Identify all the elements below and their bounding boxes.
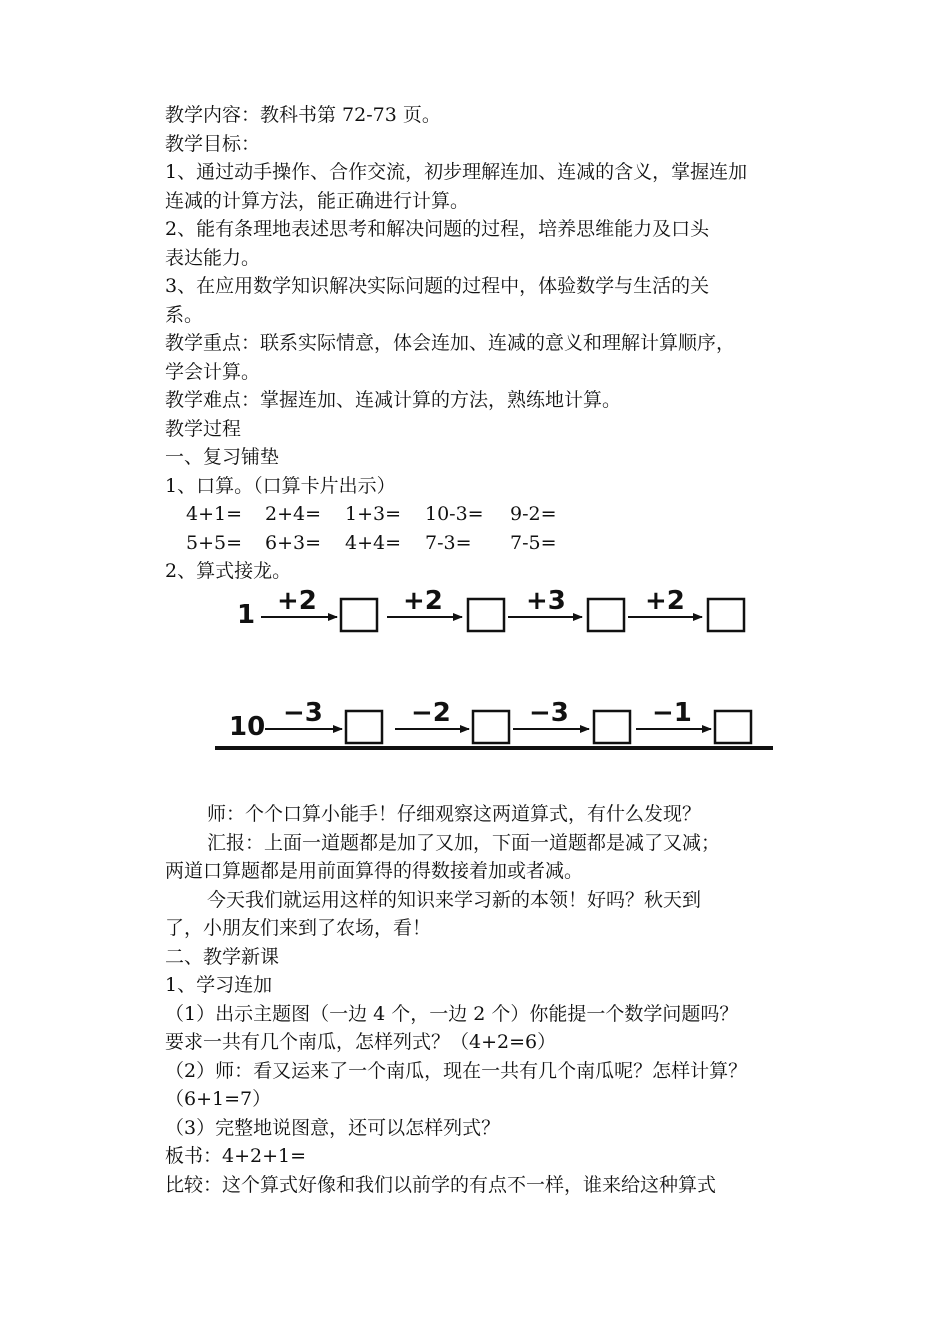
intro-line-a: 今天我们就运用这样的知识来学习新的本领！好吗？秋天到: [207, 888, 702, 911]
step-3-line: （3）完整地说图意，还可以怎样列式？: [165, 1116, 501, 1139]
oral-calc-heading: 1、口算。（口算卡片出示）: [165, 474, 396, 497]
report-line-b: 两道口算题都是用前面算得的得数接着加或者减。: [165, 860, 584, 882]
process-heading: 教学过程: [165, 417, 242, 440]
chain-operation: −2: [411, 698, 451, 728]
oral-calc-item: 1+3=: [345, 503, 402, 525]
oral-calc-item: 6+3=: [265, 531, 322, 554]
objectives-heading: 教学目标：: [165, 132, 261, 155]
step-2-line-b: （6+1=7）: [165, 1088, 272, 1110]
chain-operation: −1: [652, 698, 692, 728]
comparison-line: 比较：这个算式好像和我们以前学的有点不一样，谁来给这种算式: [165, 1173, 717, 1196]
figure-underline: [215, 746, 773, 750]
difficulty-line: 教学难点：掌握连加、连减计算的方法，熟练地计算。: [165, 389, 622, 411]
oral-calc-row-2: [165, 529, 805, 558]
subsection-heading: 1、学习连加: [165, 974, 273, 996]
section-2-heading: 二、教学新课: [165, 945, 280, 968]
intro-line-b: 了，小朋友们来到了农场，看！: [165, 917, 432, 939]
chain-operation: +2: [277, 586, 317, 616]
key-point-line-a: 教学重点：联系实际情意，体会连加、连减的意义和理解计算顺序，: [165, 332, 736, 354]
oral-calc-row-1: [165, 500, 805, 529]
chain-heading: 2、算式接龙。: [165, 560, 292, 582]
objective-2-line-a: 2、能有条理地表述思考和解决问题的过程，培养思维能力及口头: [165, 218, 710, 240]
chain-operation: +3: [526, 586, 566, 616]
oral-calc-item: 2+4=: [265, 503, 322, 525]
step-1-line-b: 要求一共有几个南瓜，怎样列式？（4+2=6）: [165, 1031, 557, 1053]
chain-operation: +2: [403, 586, 443, 616]
chain-svg: [215, 584, 775, 760]
key-point-line-b: 学会计算。: [165, 360, 261, 383]
document-text-top: [165, 101, 805, 586]
answer-box: [346, 711, 382, 743]
objective-1-line-b: 连减的计算方法，能正确进行计算。: [165, 189, 470, 212]
answer-box: [468, 599, 504, 631]
chain-start-number: 10: [229, 712, 266, 742]
answer-box: [341, 599, 377, 631]
oral-calc-item: 4+1=: [186, 503, 243, 525]
chain-start-number: 1: [237, 600, 256, 630]
oral-calc-item: 4+4=: [345, 531, 402, 554]
objective-2-line-b: 表达能力。: [165, 246, 261, 269]
answer-box: [594, 711, 630, 743]
report-line-a: 汇报：上面一道题都是加了又加，下面一道题都是减了又减；: [207, 831, 721, 854]
calculation-chain-figure: [215, 584, 775, 760]
objective-1-line-a: 1、通过动手操作、合作交流，初步理解连加、连减的含义，掌握连加: [165, 161, 748, 183]
section-1-heading: 一、复习铺垫: [165, 446, 280, 468]
oral-calc-item: 9-2=: [510, 503, 557, 525]
oral-calc-item: 7-3=: [425, 531, 472, 554]
chain-operation: +2: [645, 586, 685, 616]
answer-box: [473, 711, 509, 743]
objective-3-line-b: 系。: [165, 303, 204, 326]
oral-calc-item: 7-5=: [510, 531, 557, 554]
answer-box: [708, 599, 744, 631]
step-1-line-a: （1）出示主题图（一边 4 个，一边 2 个）你能提一个数学问题吗？: [165, 1002, 739, 1025]
step-2-line-a: （2）师：看又运来了一个南瓜，现在一共有几个南瓜呢？怎样计算？: [165, 1059, 748, 1082]
answer-box: [588, 599, 624, 631]
oral-calc-item: 5+5=: [186, 531, 243, 554]
objective-3-line-a: 3、在应用数学知识解决实际问题的过程中，体验数学与生活的关: [165, 275, 710, 297]
document-text-bottom: [165, 800, 805, 1199]
chain-operation: −3: [283, 698, 323, 728]
answer-box: [715, 711, 751, 743]
oral-calc-item: 10-3=: [425, 503, 484, 525]
content-line: 教学内容：教科书第 72-73 页。: [165, 104, 441, 126]
teacher-question-line: 师：个个口算小能手！仔细观察这两道算式，有什么发现？: [207, 803, 702, 825]
board-writing-line: 板书：4+2+1=: [165, 1145, 307, 1167]
chain-operation: −3: [529, 698, 569, 728]
